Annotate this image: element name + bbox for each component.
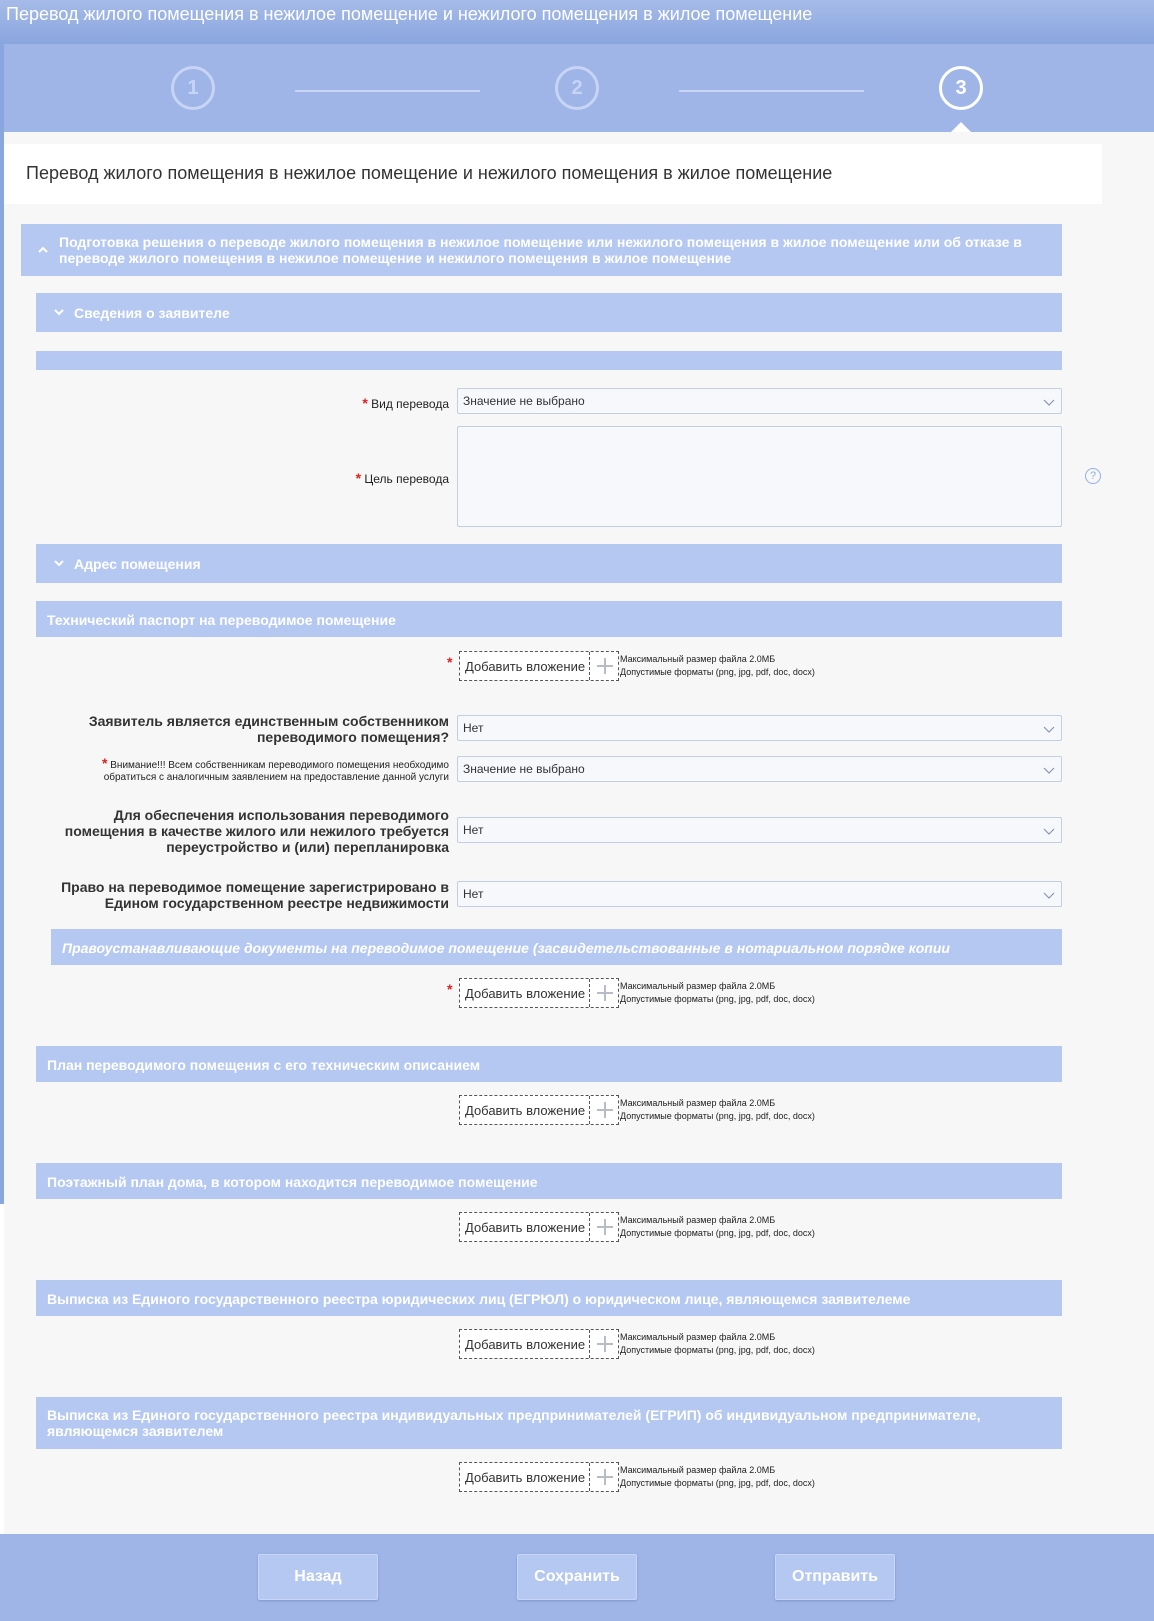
back-button[interactable]: Назад (258, 1554, 378, 1600)
transfer-type-label-row (240, 395, 449, 411)
save-button[interactable]: Сохранить (517, 1554, 637, 1600)
attach-button-label: Добавить вложение (465, 1337, 586, 1352)
title-docs-header (51, 929, 1062, 965)
transfer-purpose-label-row (240, 470, 449, 486)
main-section-title: Подготовка решения о переводе жилого помещения в нежилое помещение или нежилого помещения в жилое помещение или об отказе в переводе жилого помещения в нежилое помещение и нежилого помещения в жилое помещение (59, 234, 1022, 266)
attach-button-label: Добавить вложение (465, 1220, 586, 1235)
address-section-title: Адрес помещения (74, 556, 201, 572)
egrip-title: Выписка из Единого государственного реестра индивидуальных предпринимателей (ЕГРИП) об индивидуальном предпринимателе, являющемся заявителем (47, 1407, 981, 1439)
plus-icon (589, 1096, 619, 1124)
chevron-down-icon (1043, 723, 1055, 735)
chevron-down-icon (53, 557, 65, 569)
empty-section-header (36, 351, 1062, 370)
transfer-type-select[interactable] (457, 388, 1062, 414)
attach-info (620, 653, 815, 679)
page-title: Перевод жилого помещения в нежилое помещение и нежилого помещения в жилое помещение (26, 163, 833, 183)
chevron-up-icon (37, 244, 49, 256)
tech-passport-title: Технический паспорт на переводимое помещение (47, 612, 396, 628)
sole-owner-value: Нет (463, 721, 484, 735)
plus-icon (589, 652, 619, 680)
transfer-type-label: Вид перевода (371, 397, 449, 411)
step-connector (295, 90, 480, 92)
title-docs-title: Правоустанавливающие документы на переводимое помещение (засвидетельствованные в нотариальном порядке копии (62, 940, 950, 956)
floor-plan-header (36, 1163, 1062, 1199)
reconstruction-select[interactable] (457, 817, 1062, 843)
attach-formats: Допустимые форматы (png, jpg, pdf, doc, docx) (620, 1228, 815, 1238)
plus-icon (589, 1330, 619, 1358)
address-section-header[interactable] (36, 544, 1062, 583)
step-3-active[interactable]: 3 (939, 66, 983, 110)
applicant-section-header[interactable] (36, 293, 1062, 332)
active-step-pointer (951, 122, 971, 132)
plus-icon (589, 1463, 619, 1491)
main-section-header[interactable] (21, 224, 1062, 276)
attention-value: Значение не выбрано (463, 762, 585, 776)
required-mark: * (102, 755, 108, 771)
egrul-attach-button[interactable] (459, 1329, 619, 1359)
attach-button-label: Добавить вложение (465, 1470, 586, 1485)
send-button[interactable]: Отправить (775, 1554, 895, 1600)
reconstruction-value: Нет (463, 823, 484, 837)
attach-formats: Допустимые форматы (png, jpg, pdf, doc, docx) (620, 994, 815, 1004)
sole-owner-select[interactable] (457, 715, 1062, 741)
attach-info (620, 1214, 815, 1240)
footer-bar (0, 1534, 1154, 1621)
title-docs-attach-button[interactable] (459, 978, 619, 1008)
chevron-down-icon (1043, 889, 1055, 901)
attach-max-size: Максимальный размер файла 2.0МБ (620, 981, 776, 991)
attach-formats: Допустимые форматы (png, jpg, pdf, doc, docx) (620, 1478, 815, 1488)
transfer-purpose-textarea[interactable] (457, 426, 1062, 527)
required-mark: * (447, 981, 453, 997)
plus-icon (589, 979, 619, 1007)
plan-title: План переводимого помещения с его техническим описанием (47, 1057, 481, 1073)
plus-icon (589, 1213, 619, 1241)
attach-max-size: Максимальный размер файла 2.0МБ (620, 1332, 776, 1342)
egrip-header (36, 1397, 1062, 1449)
attach-button-label: Добавить вложение (465, 659, 586, 674)
step-1[interactable]: 1 (171, 66, 215, 110)
egrip-attach-button[interactable] (459, 1462, 619, 1492)
plan-attach-button[interactable] (459, 1095, 619, 1125)
tech-passport-header (36, 601, 1062, 637)
attention-label-row (60, 757, 449, 784)
tech-passport-attach-button[interactable] (459, 651, 619, 681)
attach-info (620, 1097, 815, 1123)
floor-plan-title: Поэтажный план дома, в котором находится переводимое помещение (47, 1174, 538, 1190)
registry-label: Право на переводимое помещение зарегистрировано в Едином государственном реестре недвижимости (61, 879, 449, 911)
egrul-title: Выписка из Единого государственного реестра юридических лиц (ЕГРЮЛ) о юридическом лице, являющемся заявителеме (47, 1291, 911, 1307)
applicant-section-title: Сведения о заявителе (74, 305, 230, 321)
attach-formats: Допустимые форматы (png, jpg, pdf, doc, docx) (620, 1345, 815, 1355)
transfer-type-value: Значение не выбрано (463, 394, 585, 408)
attach-formats: Допустимые форматы (png, jpg, pdf, doc, docx) (620, 667, 815, 677)
attention-select[interactable] (457, 756, 1062, 782)
chevron-down-icon (1043, 396, 1055, 408)
reconstruction-label: Для обеспечения использования переводимого помещения в качестве жилого или нежилого требуется переустройство и (или) перепланировка (64, 807, 449, 855)
chevron-down-icon (1043, 764, 1055, 776)
window-title-bar (0, 0, 1154, 44)
sole-owner-label: Заявитель является единственным собственником переводимого помещения? (88, 713, 449, 745)
attach-max-size: Максимальный размер файла 2.0МБ (620, 1465, 776, 1475)
attach-formats: Допустимые форматы (png, jpg, pdf, doc, docx) (620, 1111, 815, 1121)
step-connector (679, 90, 864, 92)
transfer-purpose-label: Цель перевода (364, 472, 449, 486)
step-2[interactable]: 2 (555, 66, 599, 110)
floor-plan-attach-button[interactable] (459, 1212, 619, 1242)
window-title: Перевод жилого помещения в нежилое помещение и нежилого помещения в жилое помещение (6, 4, 813, 24)
egrul-header (36, 1280, 1062, 1316)
registry-select[interactable] (457, 881, 1062, 907)
page-title-card (4, 144, 1102, 204)
stepper (0, 44, 1154, 132)
attach-max-size: Максимальный размер файла 2.0МБ (620, 654, 776, 664)
required-mark: * (362, 395, 368, 411)
registry-value: Нет (463, 887, 484, 901)
attach-info (620, 980, 815, 1006)
attach-info (620, 1464, 815, 1490)
attach-max-size: Максимальный размер файла 2.0МБ (620, 1215, 776, 1225)
required-mark: * (447, 654, 453, 670)
chevron-down-icon (1043, 825, 1055, 837)
attach-max-size: Максимальный размер файла 2.0МБ (620, 1098, 776, 1108)
chevron-down-icon (53, 306, 65, 318)
attach-info (620, 1331, 815, 1357)
attention-label: Внимание!!! Всем собственникам переводимого помещения необходимо обратиться с аналогичным заявлением на предоставление данной услуги (103, 760, 449, 783)
required-mark: * (355, 470, 362, 486)
plan-header (36, 1046, 1062, 1082)
attach-button-label: Добавить вложение (465, 1103, 586, 1118)
attach-button-label: Добавить вложение (465, 986, 586, 1001)
help-icon[interactable]: ? (1085, 468, 1101, 484)
